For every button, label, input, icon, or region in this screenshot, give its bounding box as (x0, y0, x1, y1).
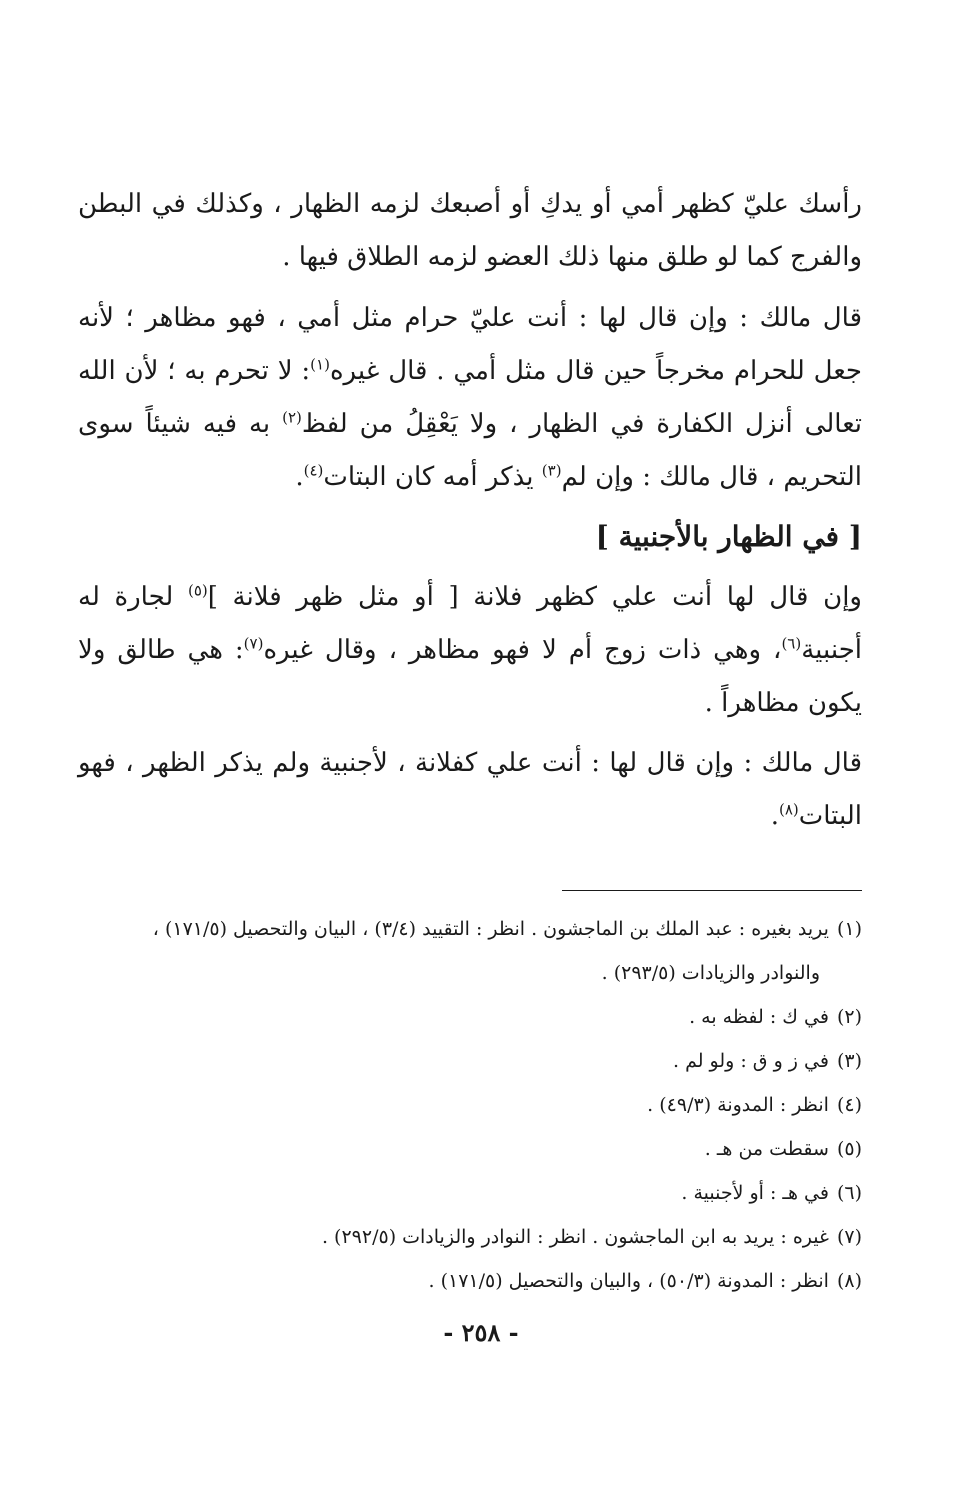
footnote-text: في ز و ق : ولو لم . (672, 1050, 829, 1072)
footnote-text: غيره : يريد به ابن الماجشون . انظر : النوادر والزيادات (٢٩٢/٥) . (321, 1226, 829, 1248)
paragraph-3-part: لجارة له أجنبية (78, 582, 862, 665)
footnote-2 (80, 995, 862, 1039)
footnote-number: (٣) (836, 1050, 862, 1072)
footnote-3 (80, 1039, 862, 1083)
footnote-text: يريد بغيره : عبد الملك بن الماجشون . انظر : التقييد (٣/٤) ، البيان والتحصيل (١٧١/٥) ، (152, 918, 829, 940)
paragraph-4 (78, 737, 862, 843)
footnote-text: انظر : المدونة (٤٩/٣) . (647, 1094, 829, 1116)
footnote-5 (80, 1127, 862, 1171)
footnote-ref-5[interactable]: (٥) (187, 581, 208, 600)
footnote-6 (80, 1171, 862, 1215)
paragraph-2-part: . (295, 462, 304, 492)
footnote-ref-4[interactable]: (٤) (303, 461, 324, 480)
paragraph-4-text (78, 737, 862, 843)
footnote-text: في ك : لفظه به . (689, 1006, 829, 1028)
paragraph-2-part: : لا تحرم به ؛ لأن الله تعالى أنزل الكفارة في الظهار ، ولا يَعْقِلُ من لفظ (78, 356, 862, 439)
paragraph-2 (78, 292, 862, 504)
paragraph-2-part: قال مالك : وإن قال لها : أنت عليّ حرام مثل أمي ، فهو مظاهر ؛ لأنه جعل للحرام مخرجاً حين قال مثل أمي . قال غيره (78, 303, 862, 386)
footnote-text: سقطت من هـ . (704, 1138, 829, 1160)
paragraph-3 (78, 571, 862, 730)
paragraph-2-text (78, 292, 862, 504)
footnotes (80, 907, 862, 1303)
footnote-text-continued: والنوادر والزيادات (٢٩٣/٥) . (601, 962, 820, 984)
footnote-8 (80, 1259, 862, 1303)
footnote-ref-8[interactable]: (٨) (778, 800, 799, 819)
paragraph-2-part: يذكر أمه كان البتات (323, 462, 542, 492)
footnote-ref-1[interactable]: (١) (310, 355, 330, 374)
footnote-number: (١) (836, 918, 862, 940)
footnote-ref-3[interactable]: (٣) (541, 461, 562, 480)
paragraph-3-part: ، وهي ذات زوج أم لا فهو مظاهر ، وقال غيره (263, 635, 782, 665)
footnote-number: (٧) (836, 1226, 862, 1248)
paragraph-1-text: رأسك عليّ كظهر أمي أو يدكِ أو أصبعك لزمه الظهار ، وكذلك في البطن والفرج كما لو طلق منها ذلك العضو لزمه الطلاق فيها . (78, 189, 862, 272)
page-number: - ٢٥٨ - (443, 1318, 519, 1347)
paragraph-3-part: : هي طالق ولا يكون مظاهراً . (78, 635, 862, 718)
footnote-separator (562, 890, 862, 891)
paragraph-4-part: . (770, 801, 779, 831)
paragraph-4-part: قال مالك : وإن قال لها : أنت علي كفلانة ، لأجنبية ولم يذكر الظهر ، فهو البتات (78, 748, 862, 831)
footnote-4 (80, 1083, 862, 1127)
footnote-ref-7[interactable]: (٧) (243, 634, 264, 653)
section-heading: [ في الظهار بالأجنبية ] (595, 520, 862, 553)
footnote-number: (٨) (836, 1270, 862, 1292)
paragraph-3-part: وإن قال لها أنت علي كظهر فلانة [ أو مثل ظهر فلانة ] (207, 582, 862, 612)
paragraph-3-text (78, 571, 862, 730)
footnote-7 (80, 1215, 862, 1259)
footnote-ref-6[interactable]: (٦) (781, 634, 802, 653)
paragraph-1 (78, 178, 862, 284)
footnote-ref-2[interactable]: (٢) (282, 408, 302, 427)
footnote-number: (٥) (836, 1138, 862, 1160)
footnote-text: انظر : المدونة (٥٠/٣) ، والبيان والتحصيل (١٧١/٥) . (428, 1270, 829, 1292)
paragraph-2-part: به فيه شيئاً سوى التحريم ، قال مالك : وإن لم (78, 409, 862, 492)
footnote-1 (80, 907, 862, 995)
footnote-number: (٤) (836, 1094, 862, 1116)
footnote-number: (٦) (836, 1182, 862, 1204)
footnote-text: في هـ : أو لأجنبية . (681, 1182, 829, 1204)
footnote-number: (٢) (836, 1006, 862, 1028)
